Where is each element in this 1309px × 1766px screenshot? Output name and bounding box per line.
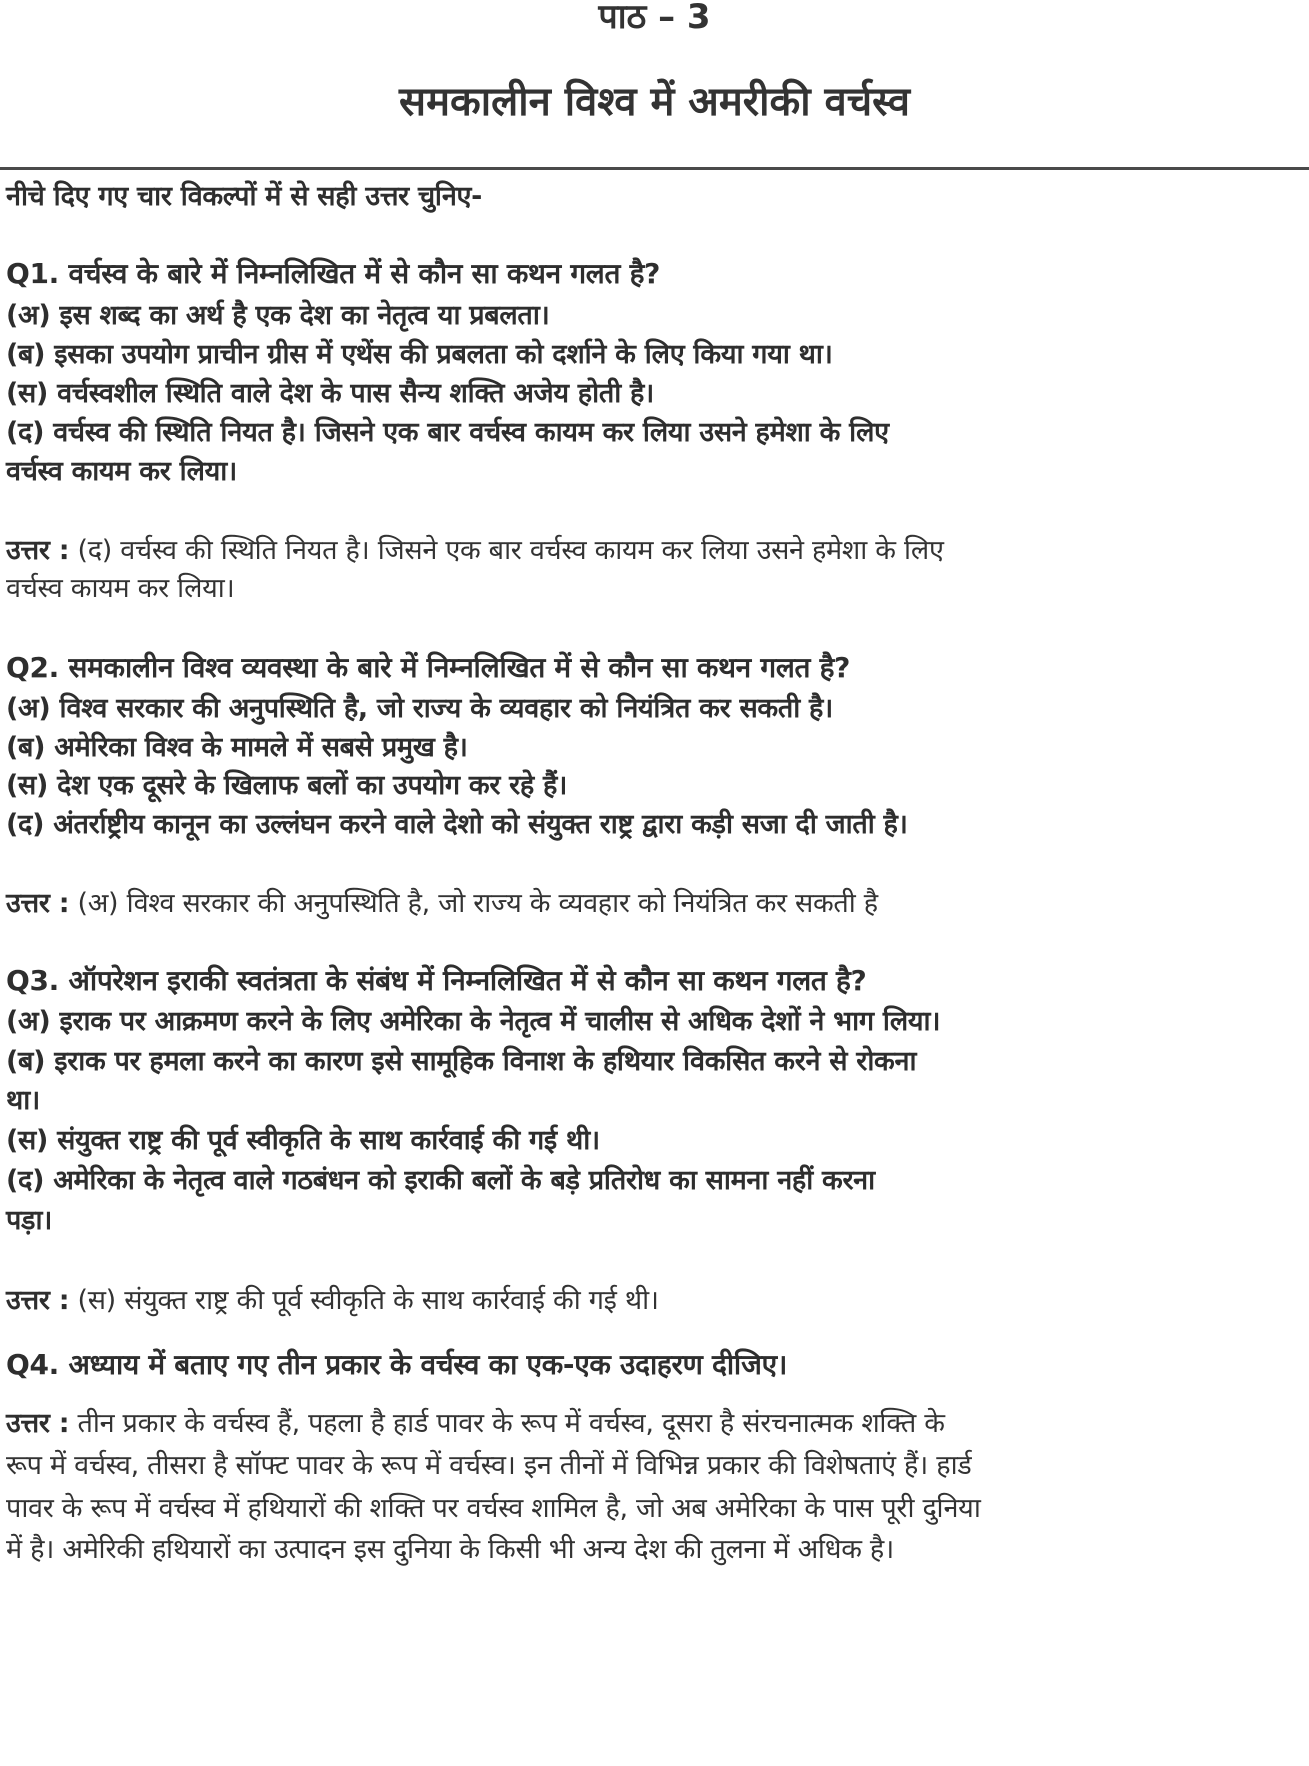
q2-answer [6,883,878,920]
answer-text: (द) वर्चस्व की स्थिति नियत है। जिसने एक बार वर्चस्व कायम कर लिया उसने हमेशा के लिए [77,535,944,566]
question-number: Q1. [6,257,60,290]
q4-answer [6,1403,945,1440]
q2-option-c: (स) देश एक दूसरे के खिलाफ बलों का उपयोग कर रहे हैं। [6,770,568,801]
question-text: समकालीन विश्व व्यवस्था के बारे में निम्नलिखित में से कौन सा कथन गलत है? [68,651,851,684]
q2-option-d: (द) अंतर्राष्ट्रीय कानून का उल्लंघन करने वाले देशो को संयुक्त राष्ट्र द्वारा कड़ी सजा दी जाती है। [6,809,908,840]
question-text: अध्याय में बताए गए तीन प्रकार के वर्चस्व का एक-एक उदाहरण दीजिए। [68,1348,788,1381]
chapter-title: समकालीन विश्व में अमरीकी वर्चस्व [399,79,910,125]
chapter-number: पाठ – 3 [598,0,711,37]
answer-text: (स) संयुक्त राष्ट्र की पूर्व स्वीकृति के साथ कार्रवाई की गई थी। [77,1285,659,1316]
question-number: Q2. [6,651,60,684]
question-number: Q3. [6,964,60,997]
q2-option-a: (अ) विश्व सरकार की अनुपस्थिति है, जो राज्य के व्यवहार को नियंत्रित कर सकती है। [6,693,833,724]
question-text: ऑपरेशन इराकी स्वतंत्रता के संबंध में निम्नलिखित में से कौन सा कथन गलत है? [68,964,867,997]
q1-answer [6,530,944,567]
q3-option-b-cont: था। [6,1085,40,1116]
question-2 [6,648,850,686]
instruction-text: नीचे दिए गए चार विकल्पों में से सही उत्तर चुनिए- [6,181,483,212]
q2-option-b: (ब) अमेरिका विश्व के मामले में सबसे प्रमुख है। [6,732,468,763]
header-divider [0,167,1309,170]
q4-answer-line-4: में है। अमेरिकी हथियारों का उत्पादन इस दुनिया के किसी भी अन्य देश की तुलना में अधिक है। [6,1534,894,1565]
question-text: वर्चस्व के बारे में निम्नलिखित में से कौन सा कथन गलत है? [68,257,661,290]
q1-option-c: (स) वर्चस्वशील स्थिति वाले देश के पास सैन्य शक्ति अजेय होती है। [6,378,654,409]
question-4 [6,1345,787,1383]
q4-answer-line-2: रूप में वर्चस्व, तीसरा है सॉफ्ट पावर के रूप में वर्चस्व। इन तीनों में विभिन्न प्रकार की विशेषताएं हैं। हार्ड [6,1450,972,1481]
question-3 [6,961,867,999]
q3-option-a: (अ) इराक पर आक्रमण करने के लिए अमेरिका के नेतृत्व में चालीस से अधिक देशों ने भाग लिया। [6,1006,941,1037]
q3-option-c: (स) संयुक्त राष्ट्र की पूर्व स्वीकृति के साथ कार्रवाई की गई थी। [6,1125,600,1156]
q1-option-a: (अ) इस शब्द का अर्थ है एक देश का नेतृत्व या प्रबलता। [6,300,550,331]
answer-label: उत्तर : [6,1285,70,1316]
answer-label: उत्तर : [6,535,70,566]
question-number: Q4. [6,1348,60,1381]
answer-label: उत्तर : [6,1408,70,1439]
q3-answer [6,1280,659,1317]
q1-option-d: (द) वर्चस्व की स्थिति नियत है। जिसने एक बार वर्चस्व कायम कर लिया उसने हमेशा के लिए [6,417,889,448]
q1-option-d-cont: वर्चस्व कायम कर लिया। [6,456,237,487]
answer-text: (अ) विश्व सरकार की अनुपस्थिति है, जो राज्य के व्यवहार को नियंत्रित कर सकती है [77,888,878,919]
q3-option-d: (द) अमेरिका के नेतृत्व वाले गठबंधन को इराकी बलों के बड़े प्रतिरोध का सामना नहीं करना [6,1165,875,1196]
q3-option-d-cont: पड़ा। [6,1205,53,1236]
q4-answer-line-3: पावर के रूप में वर्चस्व में हथियारों की शक्ति पर वर्चस्व शामिल है, जो अब अमेरिका के पास पूरी दुनिया [6,1493,981,1524]
question-1 [6,254,660,292]
q1-option-b: (ब) इसका उपयोग प्राचीन ग्रीस में एथेंस की प्रबलता को दर्शाने के लिए किया गया था। [6,339,833,370]
answer-label: उत्तर : [6,888,70,919]
answer-text: तीन प्रकार के वर्चस्व हैं, पहला है हार्ड पावर के रूप में वर्चस्व, दूसरा है संरचनात्मक शक्ति के [77,1408,945,1439]
q1-answer-cont: वर्चस्व कायम कर लिया। [6,573,235,604]
q3-option-b: (ब) इराक पर हमला करने का कारण इसे सामूहिक विनाश के हथियार विकसित करने से रोकना [6,1046,917,1077]
